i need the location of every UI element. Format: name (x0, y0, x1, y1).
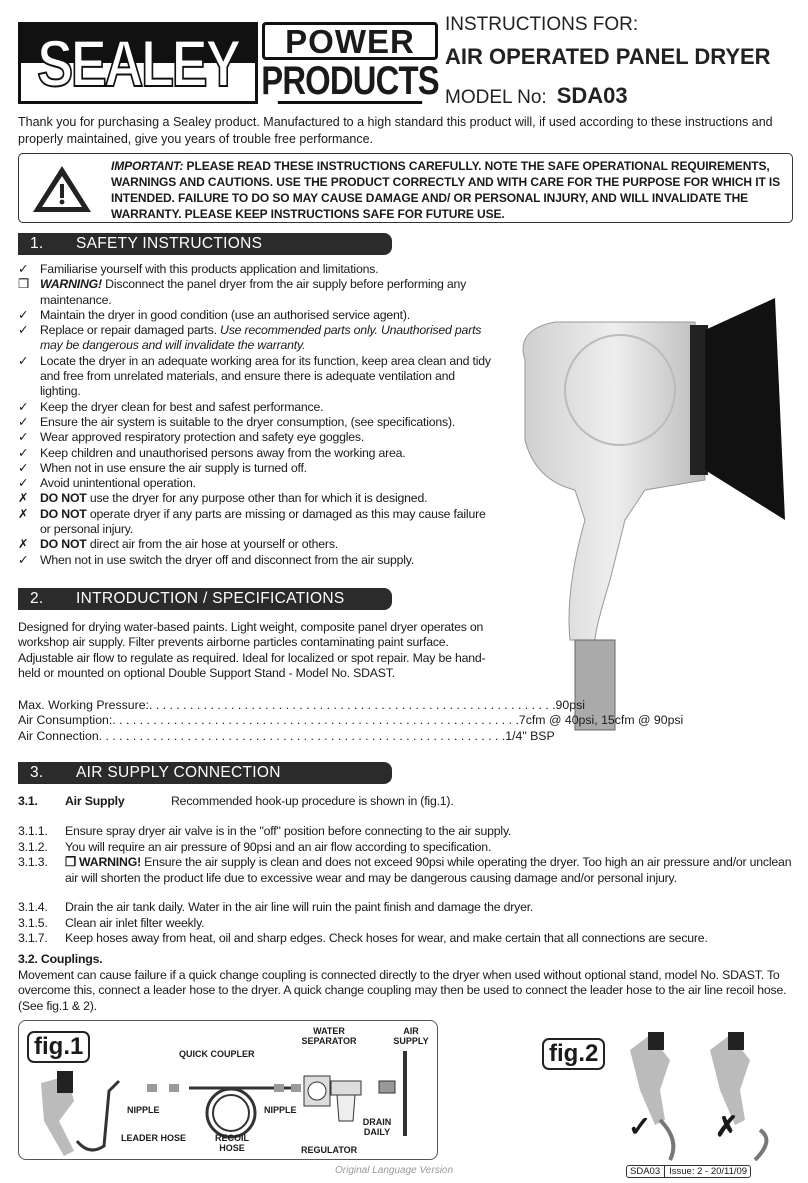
section-title: AIR SUPPLY CONNECTION (76, 764, 281, 781)
check-icon: ✓ (18, 262, 29, 276)
step-number: 3.1.7. (18, 931, 48, 945)
label-leader-hose: LEADER HOSE (121, 1133, 187, 1143)
item-emphasis: WARNING! (40, 277, 102, 292)
step-item (18, 900, 793, 916)
label-regulator: REGULATOR (301, 1145, 358, 1155)
item-text: When not in use ensure the air supply is turned off. (40, 460, 307, 475)
item-text: Keep children and unauthorised persons away from the working area. (40, 445, 406, 460)
figure-2 (540, 1030, 790, 1160)
model-line (445, 83, 628, 109)
section-title: SAFETY INSTRUCTIONS (76, 235, 263, 252)
step-item (18, 916, 793, 932)
item-text: Disconnect the panel dryer from the air supply before performing any maintenance. (40, 277, 467, 307)
spec-row (18, 713, 684, 728)
section-number: 3. (30, 764, 44, 781)
item-text: direct air from the air hose at yourself or others. (86, 537, 338, 552)
step-number: 3.1.3. (18, 855, 48, 869)
step-number: 3.1.1. (18, 824, 48, 838)
step-number: 3.1.5. (18, 916, 48, 930)
subsection-title: Air Supply (65, 794, 125, 808)
section-header-specifications (18, 588, 392, 610)
item-emphasis: DO NOT (40, 506, 87, 521)
item-note: Use recommended parts only. Unauthorised parts may be dangerous and will invalidate the warranty. (40, 323, 482, 353)
subsection-3-2-title: 3.2. Couplings. (18, 952, 103, 966)
safety-item (18, 354, 493, 400)
safety-item (18, 262, 493, 277)
check-icon: ✓ (18, 552, 29, 567)
label-nipple: NIPPLE (264, 1105, 297, 1115)
label-nipple: NIPPLE (127, 1105, 160, 1115)
model-number: SDA03 (556, 83, 628, 108)
label-recoil-hose: RECOIL HOSE (214, 1133, 249, 1153)
item-text: Wear approved respiratory protection and safety eye goggles. (40, 430, 365, 445)
item-text: Ensure the air system is suitable to the dryer consumption, (see specifications). (40, 414, 456, 429)
step-text: You will require an air pressure of 90psi and an air flow according to specification. (65, 840, 492, 854)
spec-value: 90psi (555, 698, 585, 712)
safety-item (18, 277, 493, 308)
item-text: Keep the dryer clean for best and safest performance. (40, 399, 324, 414)
important-lead: IMPORTANT: (111, 159, 184, 173)
subsection-text: Recommended hook-up procedure is shown in (fig.1). (171, 794, 454, 808)
safety-item (18, 507, 493, 538)
logo-text: SEALEY (37, 26, 239, 100)
step-number: 3.1.2. (18, 840, 48, 854)
step-item (18, 855, 793, 886)
issue-box (626, 1165, 751, 1178)
footer-model: SDA03 (630, 1166, 661, 1177)
check-icon: ✓ (18, 445, 29, 460)
section-title: INTRODUCTION / SPECIFICATIONS (76, 590, 345, 607)
figure-label: fig.2 (542, 1038, 605, 1070)
item-text: Familiarise yourself with this products application and limitations. (40, 262, 379, 276)
subsection-3-1 (18, 794, 793, 810)
section-number: 1. (30, 235, 44, 252)
leader-dots: . . . . . . . . . . . . . . . . . . . . . . . . . . . . . . . . . . . . . . . . . . . . . . . . . . . . . . . . . . . . (148, 698, 556, 712)
safety-item (18, 476, 493, 491)
safety-item (18, 430, 493, 445)
power-logo: POWER (262, 22, 438, 60)
spec-row (18, 698, 585, 713)
safety-item (18, 446, 493, 461)
intro-text: Thank you for purchasing a Sealey product. Manufactured to a high standard this product will, if used according to these instructions and properly maintained, give you years of trouble free performance. (18, 115, 773, 146)
spec-value: 7cfm @ 40psi, 15cfm @ 90psi (518, 713, 684, 728)
step-text: Keep hoses away from heat, oil and sharp edges. Check hoses for wear, and make certain that all connections are secure. (65, 931, 708, 945)
important-notice (18, 153, 793, 223)
step-item (18, 824, 793, 840)
item-text: When not in use switch the dryer off and disconnect from the air supply. (40, 552, 415, 567)
label-drain-daily: DRAIN DAILY (362, 1117, 392, 1137)
section-header-air-supply (18, 762, 392, 784)
safety-item (18, 537, 493, 552)
product-title: AIR OPERATED PANEL DRYER (445, 44, 771, 69)
spec-label: Max. Working Pressure: (18, 698, 149, 712)
cross-icon: ✗ (18, 537, 29, 552)
check-icon: ✓ (18, 460, 29, 475)
correct-check-icon: ✓ (628, 1111, 652, 1142)
item-text: operate dryer if any parts are missing or damaged as this may cause failure or personal injury. (40, 506, 486, 537)
step-item (18, 931, 793, 947)
panel-dryer-image (495, 290, 795, 750)
step-warning: ❒ WARNING! (65, 855, 141, 869)
section-header-safety (18, 233, 392, 255)
safety-item (18, 323, 493, 354)
step-number: 3.1. (18, 794, 38, 808)
safety-list (18, 262, 493, 568)
check-icon: ✓ (18, 353, 29, 368)
item-text: Maintain the dryer in good condition (use an authorised service agent). (40, 307, 410, 322)
safety-item (18, 553, 493, 568)
original-language-note: Original Language Version (335, 1165, 454, 1176)
subsection-3-2-text: Movement can cause failure if a quick change coupling is connected directly to the dryer when used without optional stand, model No. SDAST. To overcome this, connect a leader hose to the dryer. A quick change coupling may then be used to connect the leader hose to the air line recoil hose. (See fig.1 & 2). (18, 968, 787, 1013)
sealey-logo (18, 22, 258, 104)
check-icon: ✓ (18, 414, 29, 429)
safety-item (18, 415, 493, 430)
item-text: Locate the dryer in an adequate working area for its function, keep area clean and tidy and free from unrelated materials, and ensure there is adequate ventilation and lighting. (40, 353, 491, 399)
step-text: Drain the air tank daily. Water in the air line will ruin the paint finish and damage the dryer. (65, 900, 534, 914)
safety-item (18, 491, 493, 506)
cross-icon: ✗ (18, 491, 29, 506)
check-icon: ✓ (18, 323, 29, 338)
item-text: Replace or repair damaged parts. (40, 323, 221, 338)
spec-row (18, 728, 555, 744)
spec-value: 1/4" BSP (505, 728, 555, 743)
item-emphasis: DO NOT (40, 537, 87, 552)
leader-dots: . . . . . . . . . . . . . . . . . . . . . . . . . . . . . . . . . . . . . . . . . . . . . . . . . . . . . . . . . . . . (112, 713, 519, 728)
warning-box-icon: ❒ (18, 277, 29, 292)
footer-issue: Issue: 2 - 20/11/09 (664, 1166, 747, 1177)
figure-label: fig.1 (27, 1031, 90, 1063)
label-quick-coupler: QUICK COUPLER (179, 1049, 255, 1059)
step-text: Ensure the air supply is clean and does not exceed 90psi while operating the dryer. Too high an air pressure and/or unclean air will shorten the product life due to excessive wear and may be dangerous causing damage and/or personal injury. (65, 855, 792, 885)
instructions-for: INSTRUCTIONS FOR: (445, 14, 639, 35)
item-emphasis: DO NOT (40, 491, 87, 506)
item-text: use the dryer for any purpose other than for which it is designed. (86, 491, 428, 506)
safety-item (18, 400, 493, 415)
product-description: Designed for drying water-based paints. Light weight, composite panel dryer operates on workshop air supply. Filter prevents airborne particles contaminating paint surface. Adjustable air flow to regulate as required. Ideal for localized or spot repair. May be hand-held or mounted on optional Double Support Stand - Model No. SDAST. (18, 620, 486, 680)
label-water-separator: WATER SEPARATOR (301, 1026, 357, 1046)
step-text: Clean air inlet filter weekly. (65, 916, 205, 930)
figure-1 (18, 1020, 438, 1160)
safety-item (18, 461, 493, 476)
products-logo: PRODUCTS (261, 58, 439, 103)
leader-dots: . . . . . . . . . . . . . . . . . . . . . . . . . . . . . . . . . . . . . . . . . . . . . . . . . . . . . . . . . . . . (98, 728, 506, 743)
check-icon: ✓ (18, 399, 29, 414)
wrong-cross-icon: ✗ (715, 1111, 739, 1142)
check-icon: ✓ (18, 476, 29, 491)
important-text: PLEASE READ THESE INSTRUCTIONS CAREFULLY. NOTE THE SAFE OPERATIONAL REQUIREMENTS, WARNINGS AND CAUTIONS. USE THE PRODUCT CORRECTLY AND WITH CARE FOR THE PURPOSE FOR WHICH IT IS INTENDED. FAILURE TO DO SO MAY CAUSE DAMAGE AND/ OR PERSONAL INJURY, AND WILL INVALIDATE THE WARRANTY. PLEASE KEEP INSTRUCTIONS SAFE FOR FUTURE USE. (111, 159, 781, 221)
safety-item (18, 308, 493, 323)
cross-icon: ✗ (18, 506, 29, 521)
check-icon: ✓ (18, 430, 29, 445)
step-item (18, 840, 793, 856)
label-air-supply: AIR SUPPLY (393, 1026, 429, 1046)
section-number: 2. (30, 590, 44, 607)
step-text: Ensure spray dryer air valve is in the "off" position before connecting to the air supply. (65, 824, 512, 838)
item-text: Avoid unintentional operation. (40, 476, 196, 491)
check-icon: ✓ (18, 307, 29, 322)
warning-triangle-icon (31, 164, 93, 214)
spec-label: Air Consumption: (18, 713, 113, 728)
step-number: 3.1.4. (18, 900, 48, 914)
spec-label: Air Connection (18, 728, 99, 743)
model-label: MODEL No: (445, 87, 547, 108)
